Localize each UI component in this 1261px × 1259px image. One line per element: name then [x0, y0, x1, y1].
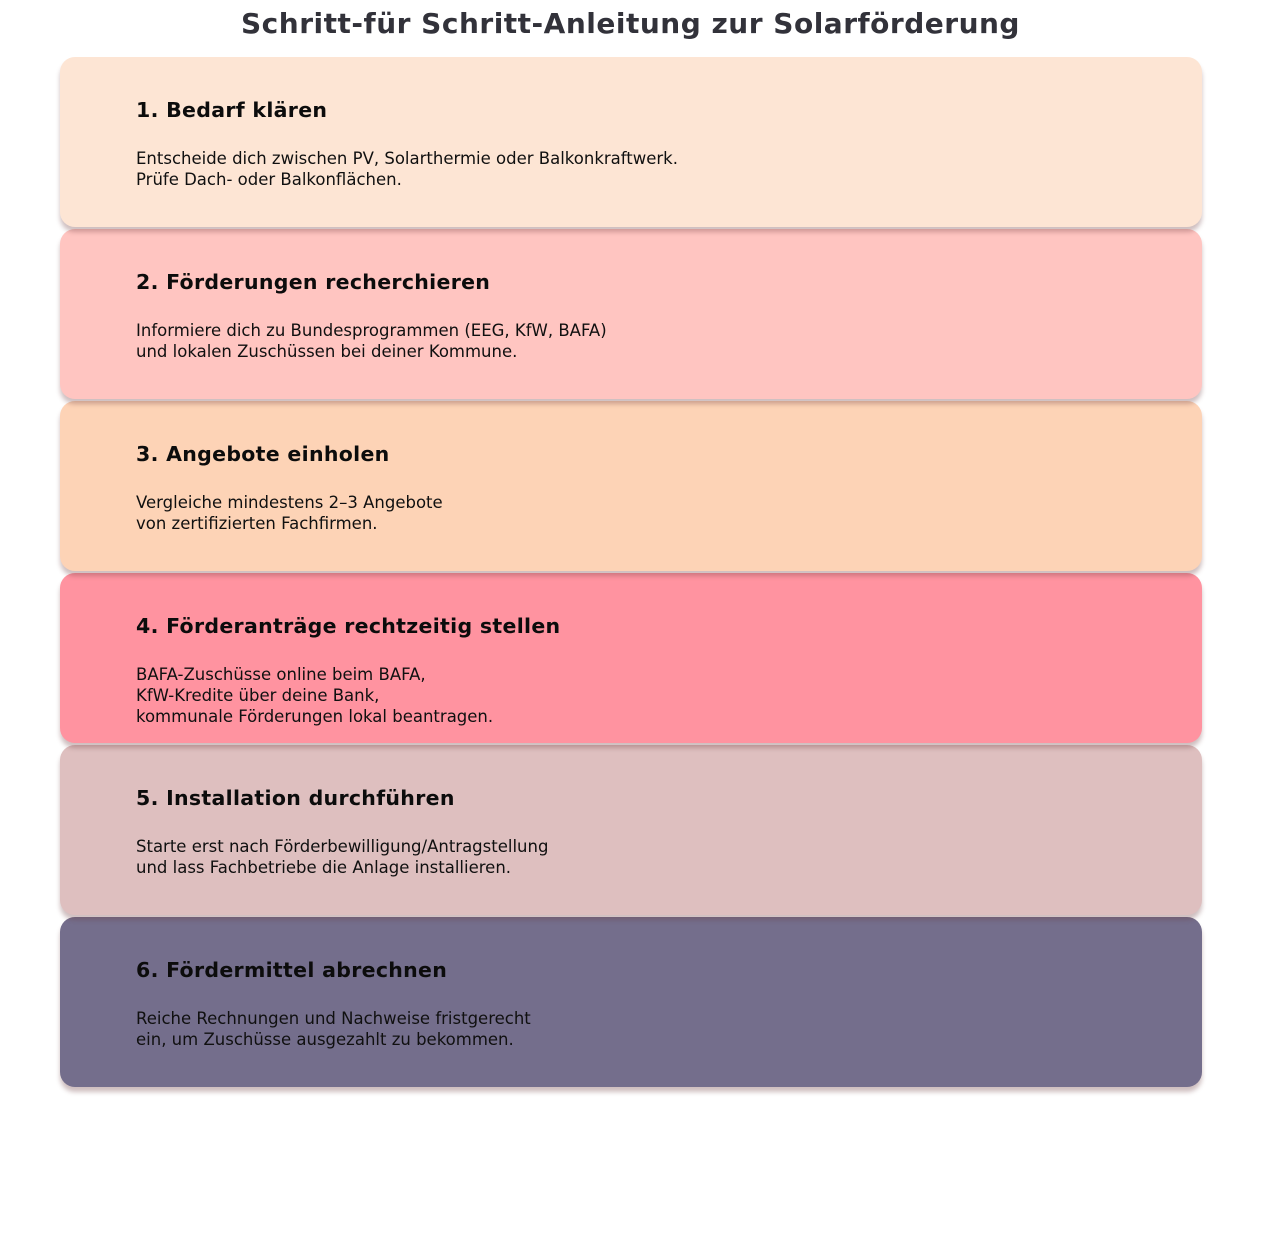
step-6-line-1: Reiche Rechnungen und Nachweise fristgerecht — [136, 1009, 531, 1028]
step-4-heading: 4. Förderanträge rechtzeitig stellen — [136, 614, 561, 638]
step-1-line-1: Entscheide dich zwischen PV, Solarthermie oder Balkonkraftwerk. — [136, 149, 678, 168]
step-4-line-2: KfW-Kredite über deine Bank, — [136, 686, 380, 705]
step-2-heading: 2. Förderungen recherchieren — [136, 270, 491, 294]
steps-list — [60, 57, 1202, 1089]
step-5-line-2: und lass Fachbetriebe die Anlage installieren. — [136, 858, 512, 877]
step-3-line-2: von zertifizierten Fachfirmen. — [136, 514, 378, 533]
step-card-1 — [60, 57, 1202, 227]
step-6-line-2: ein, um Zuschüsse ausgezahlt zu bekommen. — [136, 1030, 514, 1049]
page-title: Schritt-für Schritt-Anleitung zur Solarförderung — [241, 7, 1020, 40]
step-2-description — [136, 320, 1162, 362]
step-card-5 — [60, 745, 1202, 915]
step-1-line-2: Prüfe Dach- oder Balkonflächen. — [136, 170, 402, 189]
step-card-3 — [60, 401, 1202, 571]
step-card-6 — [60, 917, 1202, 1087]
step-card-2 — [60, 229, 1202, 399]
step-4-description — [136, 664, 1162, 727]
step-3-description — [136, 492, 1162, 534]
step-1-description — [136, 148, 1162, 190]
step-5-line-1: Starte erst nach Förderbewilligung/Antragstellung — [136, 837, 549, 856]
step-card-4 — [60, 573, 1202, 743]
step-2-line-2: und lokalen Zuschüssen bei deiner Kommune. — [136, 342, 518, 361]
step-5-heading: 5. Installation durchführen — [136, 786, 455, 810]
step-3-heading: 3. Angebote einholen — [136, 442, 390, 466]
step-6-description — [136, 1008, 1162, 1050]
step-3-line-1: Vergleiche mindestens 2–3 Angebote — [136, 493, 443, 512]
step-4-line-3: kommunale Förderungen lokal beantragen. — [136, 707, 494, 726]
step-1-heading: 1. Bedarf klären — [136, 98, 328, 122]
step-4-line-1: BAFA-Zuschüsse online beim BAFA, — [136, 665, 426, 684]
step-6-heading: 6. Fördermittel abrechnen — [136, 958, 448, 982]
step-5-description — [136, 836, 1162, 878]
step-2-line-1: Informiere dich zu Bundesprogrammen (EEG, KfW, BAFA) — [136, 321, 607, 340]
